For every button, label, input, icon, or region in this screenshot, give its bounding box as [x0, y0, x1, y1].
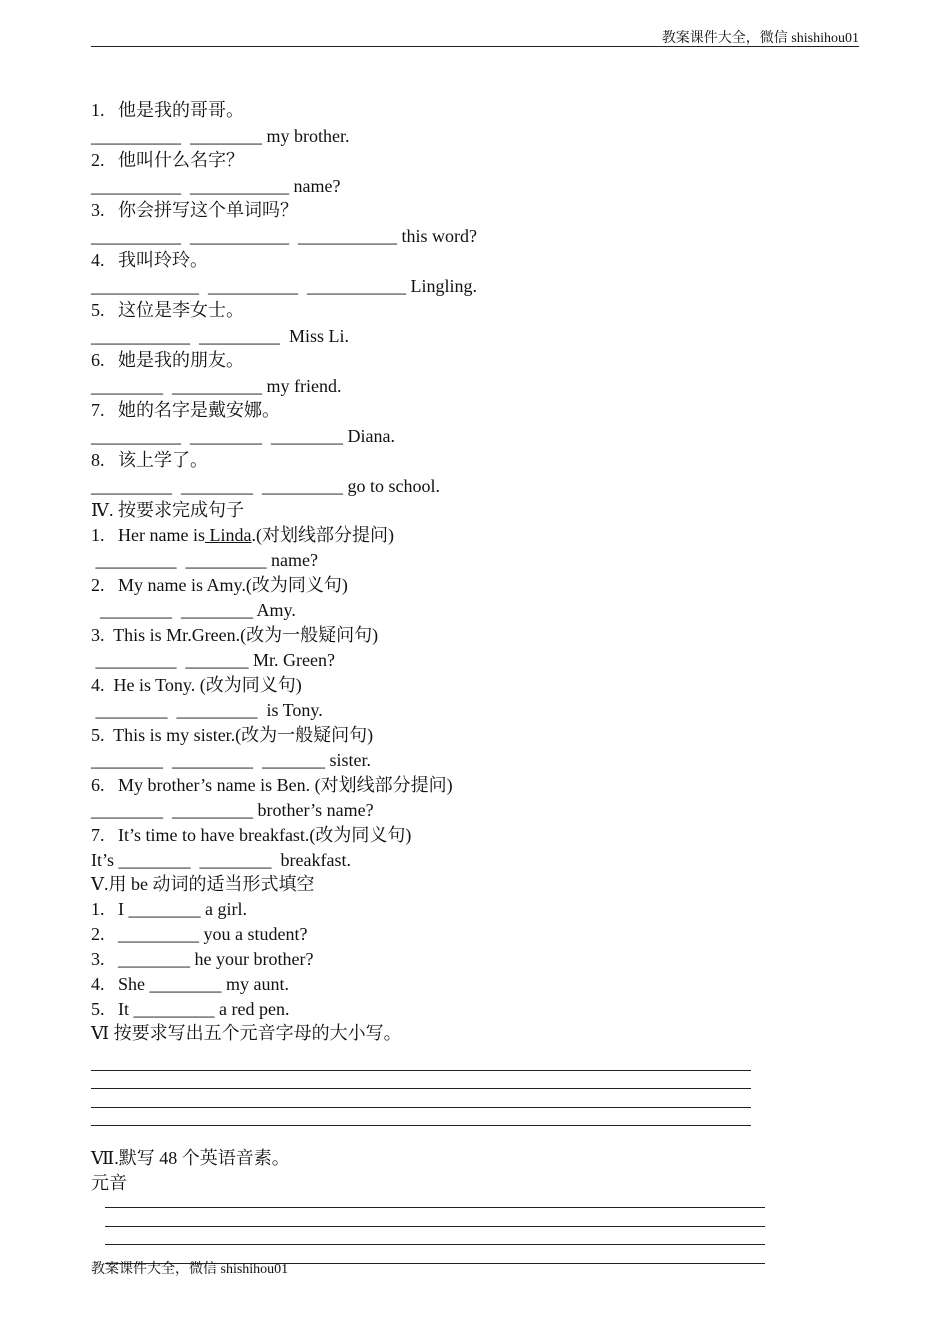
s3-item-3-answer: __________ ___________ ___________ this word?: [91, 226, 477, 246]
s3-item-3-prompt: 3. 你会拼写这个单词吗？: [91, 200, 298, 220]
s3-item-8-prompt: 8. 该上学了。: [91, 450, 208, 470]
s5-item-2: 2. _________ you a student?: [91, 924, 308, 944]
s4-item-1-after: .(对划线部分提问): [251, 525, 394, 545]
s3-item-6-answer: ________ __________ my friend.: [91, 376, 342, 396]
s6-writing-line-4: [91, 1125, 751, 1126]
s4-title: Ⅳ. 按要求完成句子: [91, 500, 244, 520]
s3-item-5-prompt: 5. 这位是李女士。: [91, 300, 244, 320]
s7-title: Ⅶ.默写 48 个英语音素。: [91, 1148, 290, 1168]
s4-item-7-prompt: 7. It’s time to have breakfast.(改为同义句): [91, 825, 412, 845]
s6-title: Ⅵ 按要求写出五个元音字母的大小写。: [91, 1023, 402, 1043]
s4-item-3-prompt: 3. This is Mr.Green.(改为一般疑问句): [91, 625, 379, 645]
s6-writing-line-3: [91, 1107, 751, 1108]
s4-item-1-before: 1. Her name is: [91, 525, 205, 545]
s4-item-4-answer: ________ _________ is Tony.: [91, 700, 323, 720]
s7-writing-line-3: [105, 1244, 765, 1245]
s4-item-1-prompt: [91, 523, 394, 548]
s6-writing-line-1: [91, 1070, 751, 1071]
s3-item-7-answer: __________ ________ ________ Diana.: [91, 426, 395, 446]
s4-item-2-answer: ________ ________ Amy.: [91, 600, 296, 620]
s4-item-4-prompt: 4. He is Tony. (改为同义句): [91, 675, 302, 695]
s5-item-5: 5. It _________ a red pen.: [91, 999, 290, 1019]
s3-item-6-prompt: 6. 她是我的朋友。: [91, 350, 244, 370]
s4-item-6-prompt: 6. My brother’s name is Ben. (对划线部分提问): [91, 775, 453, 795]
s3-item-1-prompt: 1. 他是我的哥哥。: [91, 100, 244, 120]
s4-item-6-answer: ________ _________ brother’s name?: [91, 800, 374, 820]
s4-item-1-underlined: Linda: [204, 525, 252, 545]
s5-item-4: 4. She ________ my aunt.: [91, 974, 289, 994]
s7-vowels-label: 元音: [91, 1173, 127, 1193]
s4-item-2-prompt: 2. My name is Amy.(改为同义句): [91, 575, 348, 595]
s3-item-7-prompt: 7. 她的名字是戴安娜。: [91, 400, 280, 420]
s7-writing-line-2: [105, 1226, 765, 1227]
s5-item-1: 1. I ________ a girl.: [91, 899, 247, 919]
s4-item-3-answer: _________ _______ Mr. Green?: [91, 650, 335, 670]
page-footer: 教案课件大全，微信 shishihou01: [91, 1262, 289, 1277]
s5-item-3: 3. ________ he your brother?: [91, 949, 314, 969]
s3-item-4-answer: ____________ __________ ___________ Lingling.: [91, 276, 477, 296]
s4-item-7-answer: It’s ________ ________ breakfast.: [91, 850, 351, 870]
s6-writing-line-2: [91, 1088, 751, 1089]
s3-item-1-answer: __________ ________ my brother.: [91, 126, 350, 146]
header-text: 教案课件大全，微信 shishihou01: [661, 31, 859, 46]
s3-item-8-answer: _________ ________ _________ go to school.: [91, 476, 440, 496]
s4-item-1-answer: _________ _________ name?: [91, 550, 318, 570]
s3-item-2-prompt: 2. 他叫什么名字？: [91, 150, 244, 170]
s3-item-4-prompt: 4. 我叫玲玲。: [91, 250, 208, 270]
s3-item-2-answer: __________ ___________ name?: [91, 176, 341, 196]
s5-title: Ⅴ.用 be 动词的适当形式填空: [91, 874, 315, 894]
s4-item-5-prompt: 5. This is my sister.(改为一般疑问句): [91, 725, 374, 745]
page-header: [91, 26, 859, 47]
s3-item-5-answer: ___________ _________ Miss Li.: [91, 326, 350, 346]
s4-item-5-answer: ________ _________ _______ sister.: [91, 750, 372, 770]
s7-writing-line-1: [105, 1207, 765, 1208]
